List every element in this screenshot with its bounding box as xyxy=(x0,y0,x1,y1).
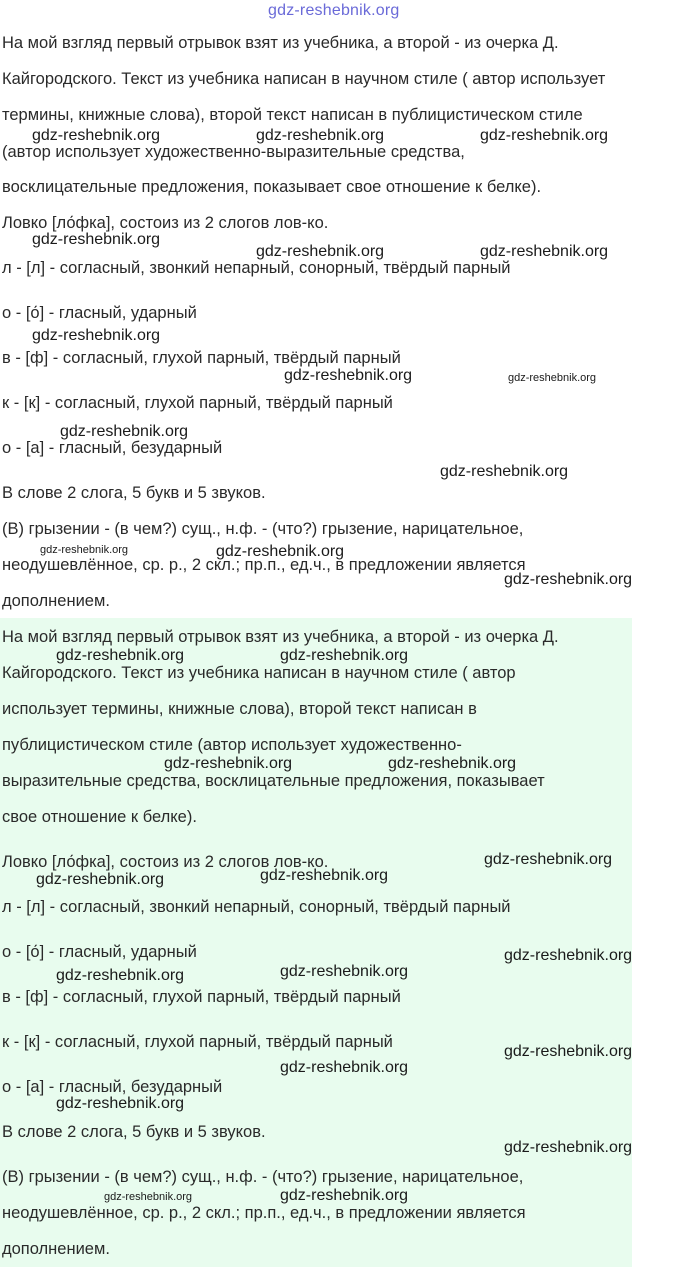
phoneme-line: л - [л] - согласный, звонкий непарный, сонорный, твёрдый парный xyxy=(2,898,511,916)
phoneme-line: к - [к] - согласный, глухой парный, твёрдый парный xyxy=(2,1033,393,1051)
phoneme-line: к - [к] - согласный, глухой парный, твёрдый парный xyxy=(2,394,393,412)
text-line: неодушевлённое, ср. р., 2 скл.; пр.п., ед.ч., в предложении является xyxy=(2,556,526,574)
watermark: gdz-reshebnik.org xyxy=(216,543,345,560)
watermark: gdz-reshebnik.org xyxy=(36,871,165,888)
phoneme-line: в - [ф] - согласный, глухой парный, твёрдый парный xyxy=(2,349,401,367)
text-line: (В) грызении - (в чем?) сущ., н.ф. - (что?) грызение, нарицательное, xyxy=(2,520,524,538)
text-line: использует термины, книжные слова), второй текст написан в xyxy=(2,700,477,718)
text-line: неодушевлённое, ср. р., 2 скл.; пр.п., ед.ч., в предложении является xyxy=(2,1204,526,1222)
phoneme-line: о - [а] - гласный, безударный xyxy=(2,1078,223,1096)
text-line: публицистическом стиле (автор использует художественно- xyxy=(2,736,462,754)
watermark: gdz-reshebnik.org xyxy=(480,243,609,260)
text-line: дополнением. xyxy=(2,592,110,610)
phoneme-line: о - [о́] - гласный, ударный xyxy=(2,943,197,961)
phoneme-line: л - [л] - согласный, звонкий непарный, сонорный, твёрдый парный xyxy=(2,259,511,277)
watermark: gdz-reshebnik.org xyxy=(484,851,613,868)
watermark: gdz-reshebnik.org xyxy=(56,967,185,984)
watermark: gdz-reshebnik.org xyxy=(164,755,293,772)
text-line: (В) грызении - (в чем?) сущ., н.ф. - (что?) грызение, нарицательное, xyxy=(2,1168,524,1186)
watermark: gdz-reshebnik.org xyxy=(280,647,409,664)
watermark: gdz-reshebnik.org xyxy=(280,963,409,980)
watermark: gdz-reshebnik.org xyxy=(256,243,385,260)
watermark: gdz-reshebnik.org xyxy=(280,1187,409,1204)
text-line: Кайгородского. Текст из учебника написан в научном стиле ( автор использует xyxy=(2,70,606,88)
watermark: gdz-reshebnik.org xyxy=(504,571,633,588)
text-line: (автор использует художественно-выразительные средства, xyxy=(2,143,465,161)
text-line: свое отношение к белке). xyxy=(2,808,197,826)
word-summary: В слове 2 слога, 5 букв и 5 звуков. xyxy=(2,1123,266,1141)
text-line: термины, книжные слова), второй текст написан в публицистическом стиле xyxy=(2,106,583,124)
text-line: Кайгородского. Текст из учебника написан в научном стиле ( автор xyxy=(2,664,516,682)
header-watermark: gdz-reshebnik.org xyxy=(268,2,400,19)
watermark: gdz-reshebnik.org xyxy=(32,231,161,248)
word-analysis-title: Ловко [ло́фка], состоиз из 2 слогов лов-ко. xyxy=(2,214,329,232)
watermark: gdz-reshebnik.org xyxy=(56,647,185,664)
watermark: gdz-reshebnik.org xyxy=(388,755,517,772)
word-analysis-title: Ловко [ло́фка], состоиз из 2 слогов лов-ко. xyxy=(2,853,329,871)
text-line: выразительные средства, восклицательные предложения, показывает xyxy=(2,772,545,790)
watermark: gdz-reshebnik.org xyxy=(104,1191,193,1203)
watermark: gdz-reshebnik.org xyxy=(504,1139,633,1156)
word-summary: В слове 2 слога, 5 букв и 5 звуков. xyxy=(2,484,266,502)
watermark: gdz-reshebnik.org xyxy=(32,327,161,344)
text-line: восклицательные предложения, показывает свое отношение к белке). xyxy=(2,178,542,196)
phoneme-line: о - [о́] - гласный, ударный xyxy=(2,304,197,322)
phoneme-line: о - [а] - гласный, безударный xyxy=(2,439,223,457)
text-line: На мой взгляд первый отрывок взят из учебника, а второй - из очерка Д. xyxy=(2,34,559,52)
watermark: gdz-reshebnik.org xyxy=(504,947,633,964)
watermark: gdz-reshebnik.org xyxy=(260,867,389,884)
answer-block-1 xyxy=(0,30,632,618)
watermark: gdz-reshebnik.org xyxy=(56,1095,185,1112)
watermark: gdz-reshebnik.org xyxy=(504,1043,633,1060)
text-line: На мой взгляд первый отрывок взят из учебника, а второй - из очерка Д. xyxy=(2,628,559,646)
answer-block-2 xyxy=(0,618,632,1267)
watermark: gdz-reshebnik.org xyxy=(256,127,385,144)
watermark: gdz-reshebnik.org xyxy=(40,544,129,556)
phoneme-line: в - [ф] - согласный, глухой парный, твёрдый парный xyxy=(2,988,401,1006)
watermark: gdz-reshebnik.org xyxy=(480,127,609,144)
watermark: gdz-reshebnik.org xyxy=(440,463,569,480)
watermark: gdz-reshebnik.org xyxy=(284,367,413,384)
text-line: дополнением. xyxy=(2,1240,110,1258)
watermark: gdz-reshebnik.org xyxy=(280,1059,409,1076)
watermark: gdz-reshebnik.org xyxy=(32,127,161,144)
watermark: gdz-reshebnik.org xyxy=(60,423,189,440)
watermark: gdz-reshebnik.org xyxy=(508,372,597,384)
